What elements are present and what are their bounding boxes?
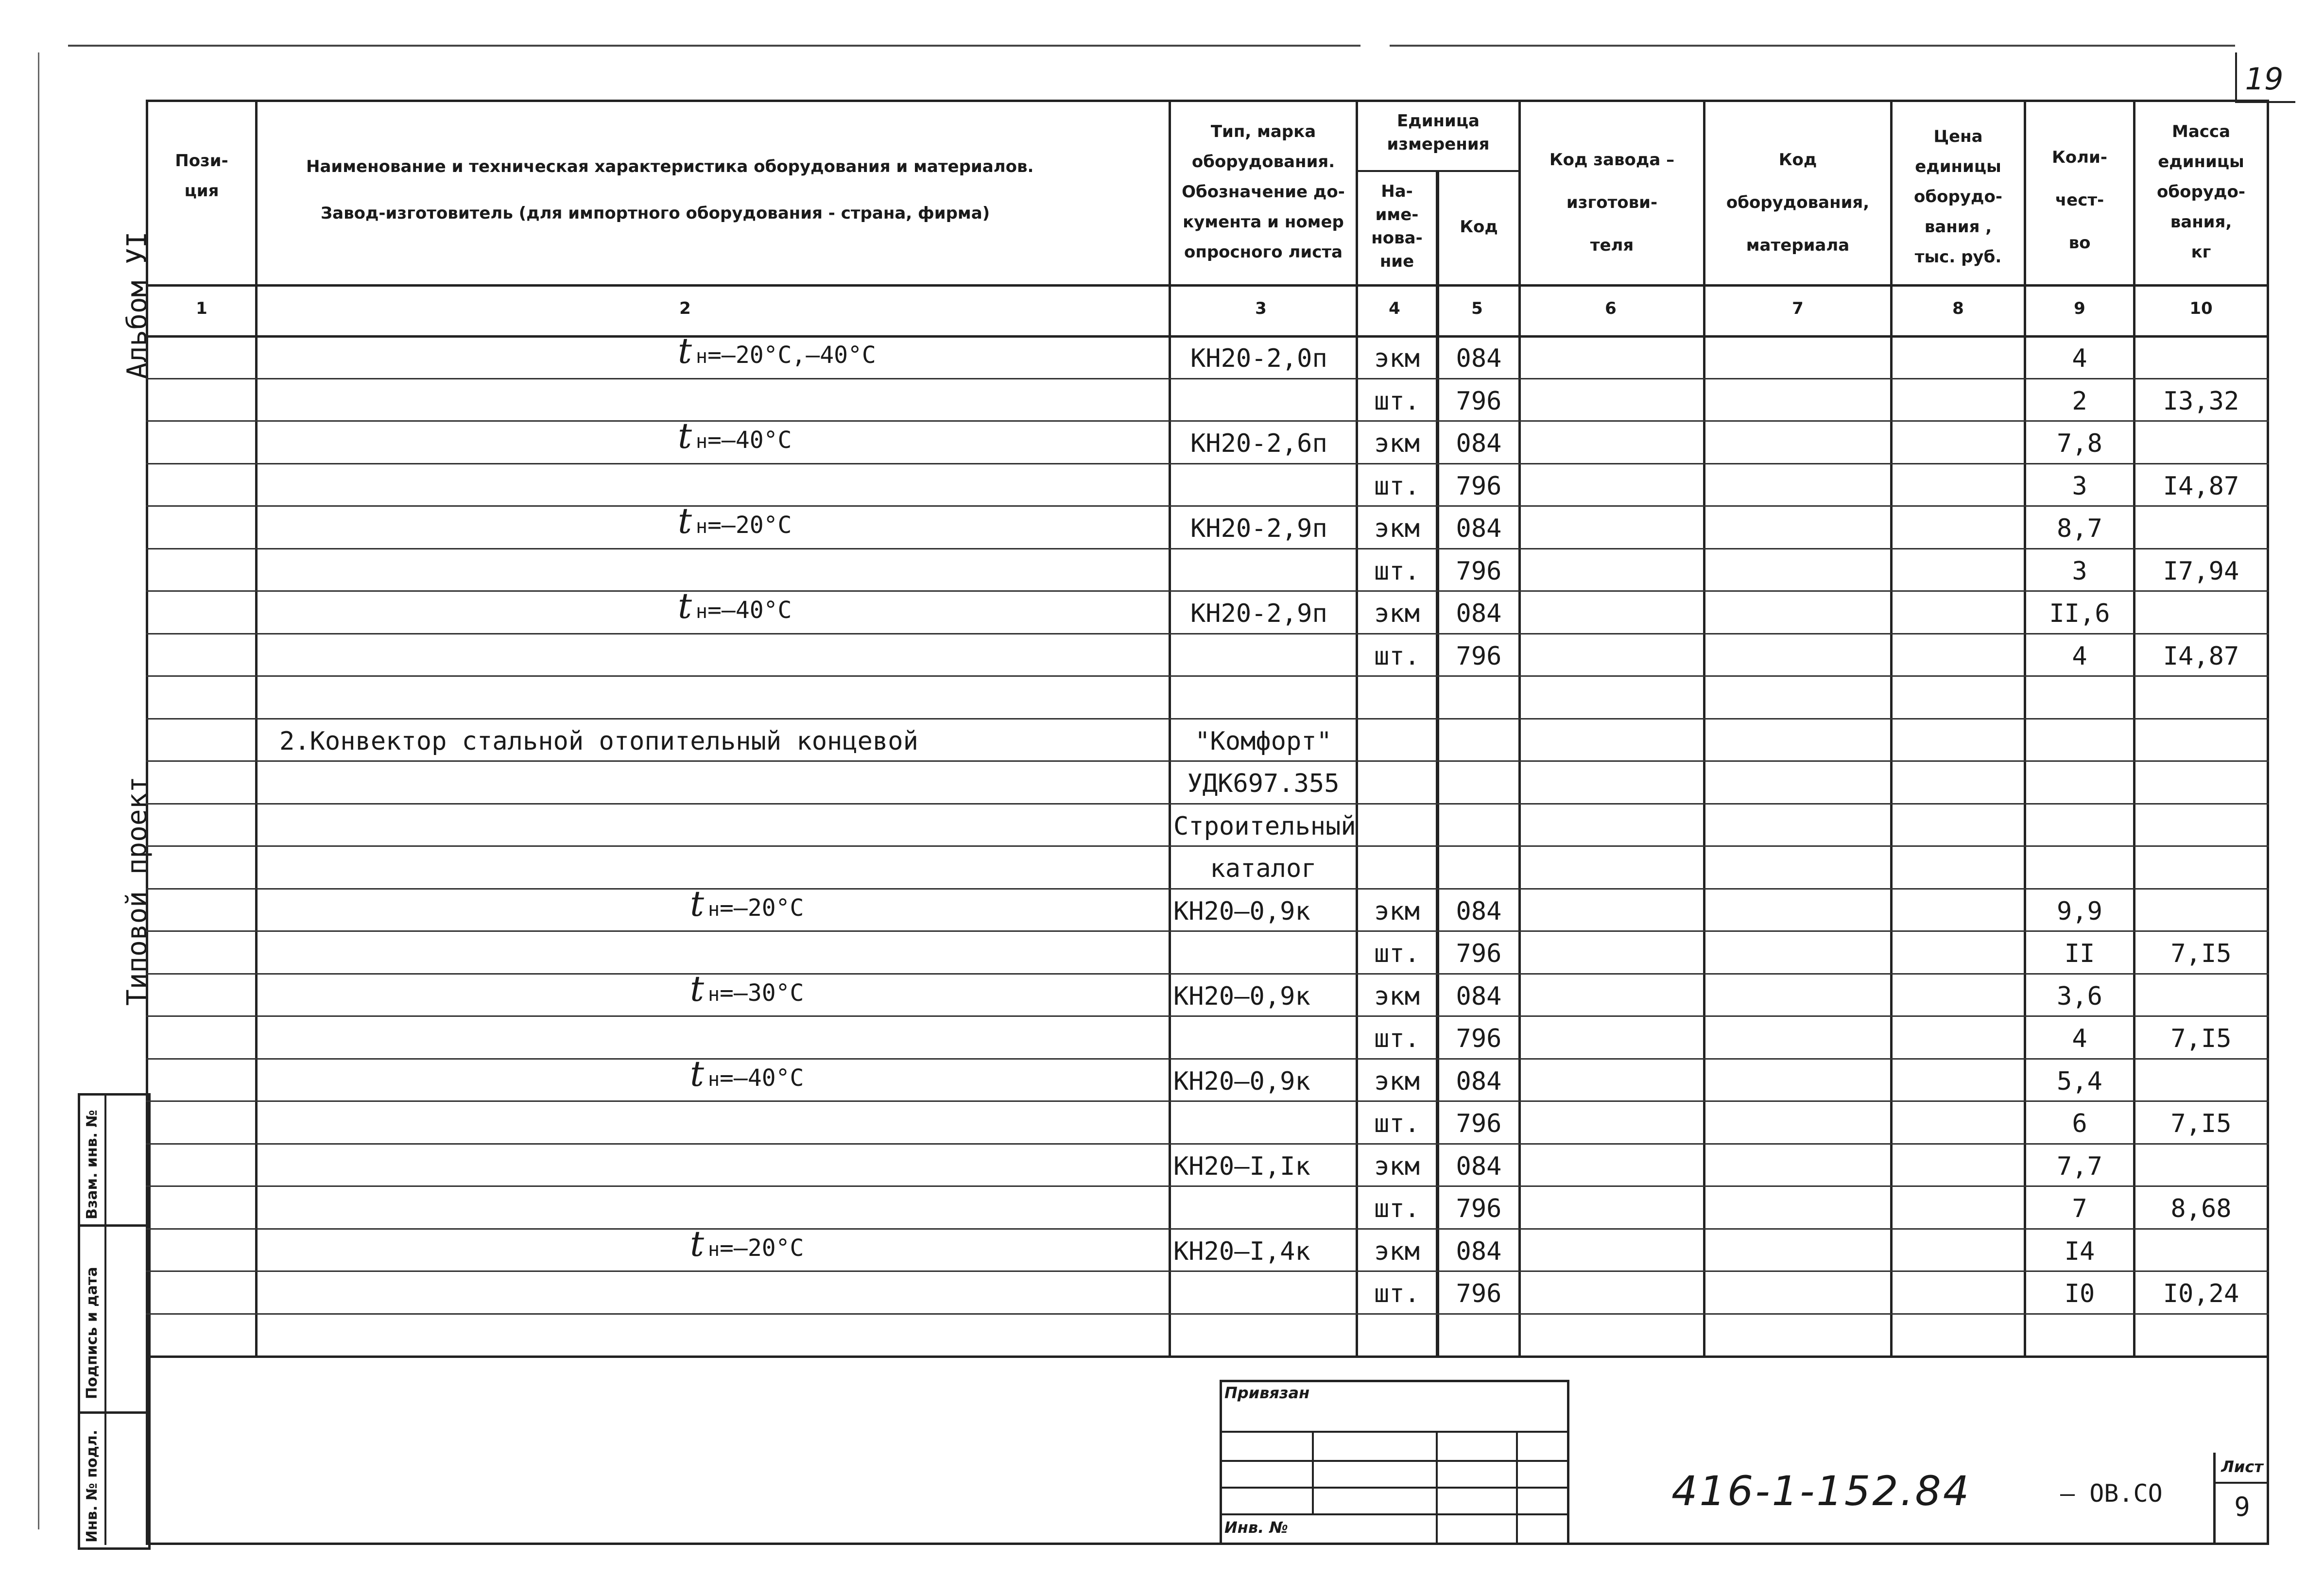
side-inv-label: Инв. № подл. [84, 1429, 101, 1543]
sheet-divider [2213, 1482, 2269, 1484]
side-project-label: Типовой проект [121, 776, 153, 1006]
side-vzam-label: Взам. инв. № [84, 1110, 101, 1219]
temp-symbol: t [690, 1223, 704, 1264]
row-type: КН20–0,9к [1173, 982, 1310, 1011]
table-body-bottom [146, 1355, 2269, 1358]
row-quantity: 7,7 [2057, 1152, 2102, 1181]
row-separator [146, 420, 2269, 422]
row-unit: экм [1374, 897, 1420, 926]
col-number: 3 [1255, 299, 1267, 318]
row-separator [146, 760, 2269, 762]
row-mass: 8,68 [2170, 1194, 2232, 1223]
temp-value: =–40°С [707, 427, 792, 454]
temp-subscript: н [707, 983, 720, 1006]
page-number: 19 [2245, 61, 2284, 97]
row-mass: I4,87 [2163, 642, 2239, 671]
col-line [1518, 100, 1521, 1355]
document-suffix: – ОВ.СО [2060, 1479, 2163, 1508]
col-number: 2 [679, 299, 691, 318]
row-code: 796 [1456, 1024, 1502, 1053]
row-type: КН20–0,9к [1173, 897, 1310, 926]
row-temperature [678, 415, 792, 456]
side-divider [78, 1411, 148, 1414]
row-separator [146, 845, 2269, 847]
row-type: Строительный [1173, 812, 1356, 841]
header-c7: Код оборудования, материала [1726, 150, 1870, 255]
row-unit: шт. [1374, 642, 1420, 671]
row-separator [146, 675, 2269, 677]
row-temperature [678, 330, 876, 371]
header-bottom-line [146, 284, 2269, 287]
row-temperature [690, 1223, 804, 1264]
header-c2: Наименование и техническая характеристика оборудования и материалов. Завод-изготовитель (для импортного оборудования - страна, фирма) [306, 157, 1034, 223]
stamp-line [1436, 1431, 1438, 1545]
row-mass: I4,87 [2163, 472, 2239, 501]
row-temperature [690, 1053, 804, 1094]
header-c1: Пози- ция [175, 151, 228, 201]
temp-symbol: t [678, 415, 692, 456]
temp-value: =–20°С [720, 894, 804, 922]
temp-value: =–40°С [707, 597, 792, 624]
row-separator [146, 803, 2269, 805]
stamp-inv-no: Инв. № [1224, 1518, 1288, 1537]
col-number: 7 [1792, 299, 1804, 318]
row-unit: экм [1374, 344, 1420, 373]
temp-symbol: t [690, 968, 704, 1009]
row-name: 2.Конвектор стальной отопительный концевой [279, 727, 918, 756]
row-separator [146, 1100, 2269, 1102]
col-line [2133, 100, 2135, 1355]
row-mass: I3,32 [2163, 387, 2239, 416]
document-number: 416-1-152.84 [1671, 1467, 1971, 1515]
col-line [1436, 170, 1439, 1355]
temp-subscript: н [707, 898, 720, 921]
row-quantity: 3 [2072, 472, 2087, 501]
row-unit: экм [1374, 1237, 1420, 1266]
row-mass: I7,94 [2163, 557, 2239, 586]
stamp-line [1312, 1431, 1314, 1513]
row-code: 796 [1456, 472, 1502, 501]
row-type: КН20-2,9п [1190, 514, 1327, 543]
row-quantity: 4 [2072, 344, 2087, 373]
row-quantity: 7,8 [2057, 429, 2102, 458]
row-quantity: I4 [2064, 1237, 2095, 1266]
row-unit: экм [1374, 1067, 1420, 1096]
row-unit: шт. [1374, 939, 1420, 968]
row-unit: экм [1374, 1152, 1420, 1181]
row-unit: экм [1374, 514, 1420, 543]
col-line [1169, 100, 1171, 1355]
temp-value: =–40°С [720, 1064, 804, 1092]
row-unit: экм [1374, 429, 1420, 458]
row-code: 084 [1456, 1152, 1502, 1181]
row-code: 084 [1456, 344, 1502, 373]
row-separator [146, 590, 2269, 592]
col-number: 10 [2189, 299, 2213, 318]
row-quantity: 2 [2072, 387, 2087, 416]
row-separator [146, 930, 2269, 932]
row-quantity: 9,9 [2057, 897, 2102, 926]
row-unit: шт. [1374, 1194, 1420, 1223]
stamp-line [1516, 1431, 1518, 1545]
row-unit: экм [1374, 982, 1420, 1011]
row-quantity: 4 [2072, 1024, 2087, 1053]
temp-value: =–30°С [720, 979, 804, 1007]
row-separator [146, 1058, 2269, 1060]
stamp-privyazan: Привязан [1224, 1384, 1310, 1402]
sheet-number: 9 [2234, 1492, 2250, 1522]
temp-symbol: t [678, 330, 692, 371]
temp-symbol: t [690, 883, 704, 924]
temp-value: =–20°С,–40°С [707, 342, 876, 369]
row-unit: экм [1374, 599, 1420, 628]
row-separator [146, 633, 2269, 635]
row-unit: шт. [1374, 1279, 1420, 1308]
row-type: КН20–I,4к [1173, 1237, 1310, 1266]
row-type: "Комфорт" [1195, 727, 1332, 756]
header-c3: Тип, марка оборудования. Обозначение до- кумента и номер опросного листа [1182, 122, 1345, 262]
side-divider [104, 1093, 106, 1545]
row-quantity: 7 [2072, 1194, 2087, 1223]
row-quantity: 6 [2072, 1109, 2087, 1138]
row-type: КН20–0,9к [1173, 1067, 1310, 1096]
row-code: 084 [1456, 897, 1502, 926]
temp-symbol: t [690, 1053, 704, 1094]
row-separator [146, 1313, 2269, 1315]
row-quantity: 8,7 [2057, 514, 2102, 543]
temp-subscript: н [707, 1238, 720, 1261]
row-code: 084 [1456, 1067, 1502, 1096]
row-code: 796 [1456, 939, 1502, 968]
header-c6: Код завода – изготови- теля [1549, 150, 1675, 255]
side-album-label: Альбом УI [121, 231, 153, 379]
row-unit: шт. [1374, 557, 1420, 586]
scan-line [38, 52, 39, 1529]
row-separator [146, 973, 2269, 975]
col-number: 9 [2074, 299, 2085, 318]
colnum-bottom-line [146, 335, 2269, 338]
row-quantity: II [2064, 939, 2095, 968]
row-type: КН20-2,9п [1190, 599, 1327, 628]
row-temperature [678, 500, 792, 541]
row-type: КН20–I,Iк [1173, 1152, 1310, 1181]
row-separator [146, 378, 2269, 379]
row-unit: шт. [1374, 387, 1420, 416]
side-divider [78, 1224, 148, 1227]
row-quantity: 3 [2072, 557, 2087, 586]
header-c9: Коли- чест- во [2052, 148, 2107, 253]
row-separator [146, 1143, 2269, 1145]
row-type: КН20-2,6п [1190, 429, 1327, 458]
temp-value: =–20°С [707, 512, 792, 539]
col-number: 4 [1389, 299, 1400, 318]
temp-symbol: t [678, 585, 692, 626]
scan-line [1390, 45, 2235, 47]
row-code: 084 [1456, 599, 1502, 628]
side-podpis-label: Подпись и дата [84, 1267, 101, 1399]
row-temperature [678, 585, 792, 626]
row-type: КН20-2,0п [1190, 344, 1327, 373]
row-code: 084 [1456, 514, 1502, 543]
row-separator [146, 548, 2269, 549]
header-c4: На- име- нова- ние [1371, 182, 1423, 271]
row-code: 796 [1456, 387, 1502, 416]
col-line [1890, 100, 1893, 1355]
col-number: 8 [1952, 299, 1964, 318]
row-mass: 7,I5 [2170, 939, 2232, 968]
temp-symbol: t [678, 500, 692, 541]
temp-subscript: н [695, 345, 708, 368]
row-quantity: 5,4 [2057, 1067, 2102, 1096]
row-code: 084 [1456, 1237, 1502, 1266]
header-c10: Масса единицы оборудо- вания, кг [2157, 122, 2245, 262]
row-code: 796 [1456, 1279, 1502, 1308]
row-quantity: 3,6 [2057, 982, 2102, 1011]
col-number: 1 [196, 299, 207, 318]
row-separator [146, 463, 2269, 464]
row-separator [146, 718, 2269, 720]
header-unit: Единица измерения [1387, 111, 1490, 154]
row-temperature [690, 883, 804, 924]
row-code: 796 [1456, 642, 1502, 671]
row-quantity: 4 [2072, 642, 2087, 671]
row-unit: шт. [1374, 472, 1420, 501]
row-quantity: I0 [2064, 1279, 2095, 1308]
row-unit: шт. [1374, 1109, 1420, 1138]
row-code: 084 [1456, 429, 1502, 458]
temp-subscript: н [695, 430, 708, 453]
row-separator [146, 1228, 2269, 1230]
row-unit: шт. [1374, 1024, 1420, 1053]
col-line [255, 100, 258, 1355]
col-line [1703, 100, 1705, 1355]
row-code: 796 [1456, 557, 1502, 586]
row-separator [146, 505, 2269, 507]
temp-value: =–20°С [720, 1235, 804, 1262]
temp-subscript: н [707, 1068, 720, 1091]
row-quantity: II,6 [2049, 599, 2110, 628]
row-temperature [690, 968, 804, 1009]
temp-subscript: н [695, 600, 708, 623]
row-code: 796 [1456, 1194, 1502, 1223]
row-code: 796 [1456, 1109, 1502, 1138]
row-mass: I0,24 [2163, 1279, 2239, 1308]
header-c8: Цена единицы оборудо- вания , тыс. руб. [1914, 127, 2002, 267]
header-c5: Код [1460, 217, 1498, 237]
col-number: 6 [1605, 299, 1617, 318]
scan-line [68, 45, 1360, 47]
row-mass: 7,I5 [2170, 1109, 2232, 1138]
row-code: 084 [1456, 982, 1502, 1011]
row-type: каталог [1210, 854, 1317, 883]
row-mass: 7,I5 [2170, 1024, 2232, 1053]
sheet-label: Лист [2221, 1458, 2263, 1476]
row-separator [146, 1015, 2269, 1017]
col-number: 5 [1471, 299, 1483, 318]
row-separator [146, 888, 2269, 890]
temp-subscript: н [695, 515, 708, 538]
row-type: УДК697.355 [1187, 769, 1340, 798]
row-separator [146, 1185, 2269, 1187]
row-separator [146, 1270, 2269, 1272]
